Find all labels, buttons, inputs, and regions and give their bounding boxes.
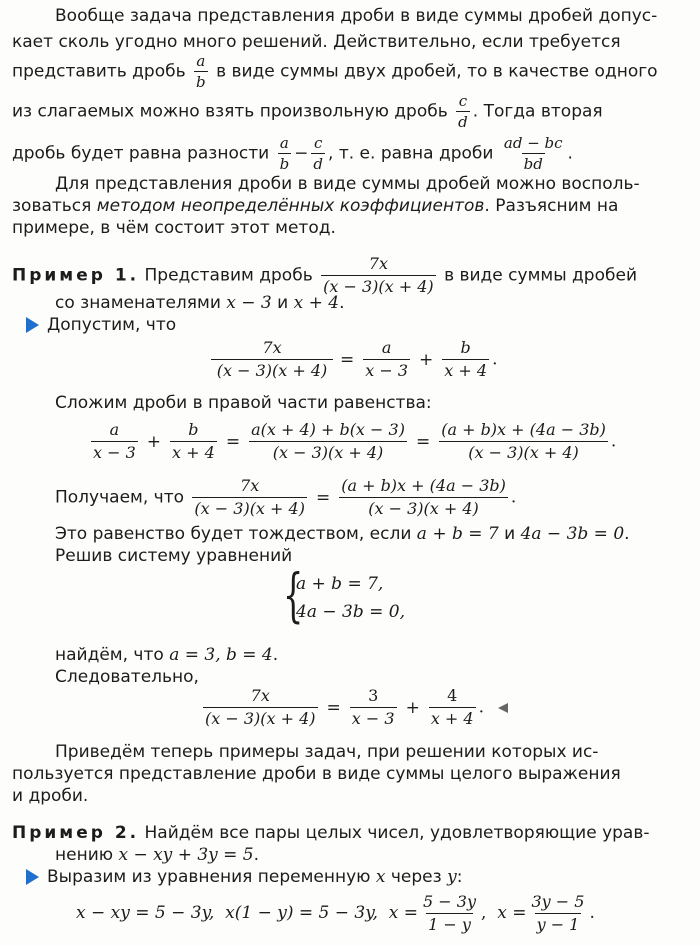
assume-line: Допустим, что (26, 313, 176, 337)
system-eq2: 4a − 3b = 0, (296, 602, 405, 622)
solution-marker-icon-2 (26, 869, 39, 885)
p3-line1: Приведём теперь примеры задач, при решении которых ис- (55, 742, 599, 762)
end-of-solution-icon (498, 703, 508, 713)
fraction-ad-bc-over-bd: $\frac{ad - bc}{bd}$ (503, 134, 563, 173)
system-brace: { (283, 561, 304, 629)
example1-line1: Пример 1. Представим дробь $\frac{7x}{(x - 3)(x + 4)}$ в виде суммы дробей (12, 254, 637, 296)
equation-final: $\frac{7x}{(x - 3)(x + 4)}$ = $\frac{3}{x - 3}$ + $\frac{4}{x + 4}$ . (200, 686, 508, 729)
p3-line3: и дроби. (12, 786, 89, 806)
p1-line5: дробь будет равна разности $\frac{a}{b}$ − $\frac{c}{d}$ , т. е. равна дроби $\frac{ad - bc}{bd}$ . (12, 134, 573, 173)
fraction-c-over-d: $\frac{c}{d}$ (458, 92, 468, 131)
method-term: методом неопределённых коэффициентов (96, 196, 485, 216)
example1-line2: со знаменателями x − 3 и x + 4. (55, 293, 345, 313)
equation-result: Получаем, что $\frac{7x}{(x - 3)(x + 4)}$ = $\frac{(a + b)x + (4a - 3b)}{(x - 3)(x + 4)}$ . (55, 476, 517, 518)
p2-line3: примере, в чём состоит этот метод. (12, 218, 336, 238)
example2-heading: Пример 2. (12, 823, 140, 843)
equation-sum: $\frac{a}{x - 3}$ + $\frac{b}{x + 4}$ = $\frac{a(x + 4) + b(x - 3)}{(x - 3)(x + 4)}$ = $\frac{(a + b)x + (4a - 3b)}{(x - 3)(x + 4)}$ . (93, 420, 617, 462)
fraction-c-over-d-2: $\frac{c}{d}$ (313, 134, 324, 173)
therefore-text: Следовательно, (55, 667, 199, 687)
solution-marker-icon (26, 317, 39, 333)
p2-line2: зоваться методом неопределённых коэффициентов. Разъясним на (12, 196, 619, 216)
p1-line2: кает сколь угодно много решений. Действительно, если требуется (12, 32, 621, 52)
p1-line1: Вообще задача представления дроби в виде суммы дробей допус- (55, 6, 658, 26)
found-line: найдём, что a = 3, b = 4. (55, 645, 279, 665)
solve-system-text: Решив систему уравнений (55, 546, 293, 566)
p1-line3: представить дробь $\frac{a}{b}$ в виде суммы двух дробей, то в качестве одного (12, 52, 658, 91)
example1-heading: Пример 1. (12, 265, 140, 286)
identity-line: Это равенство будет тождеством, если a + b = 7 и 4a − 3b = 0. (55, 524, 630, 544)
equation-express-x: x − xy = 5 − 3y, x(1 − y) = 5 − 3y, x = $\frac{5 - 3y}{1 - y}$ , x = $\frac{3y - 5}{y - 1}$ . (76, 892, 595, 934)
p3-line2: пользуется представление дроби в виде суммы целого выражения (12, 764, 621, 784)
fraction-a-over-b-2: $\frac{a}{b}$ (279, 134, 290, 173)
fraction-7x: $\frac{7x}{(x - 3)(x + 4)}$ (323, 254, 434, 296)
express-line: Выразим из уравнения переменную x через y: (26, 865, 462, 889)
example2-line1: Пример 2. Найдём все пары целых чисел, удовлетворяющие урав- (12, 823, 650, 843)
add-fractions-text: Сложим дроби в правой части равенства: (55, 393, 432, 413)
system-eq1: a + b = 7, (296, 574, 384, 594)
p2-line1: Для представления дроби в виде суммы дробей можно восполь- (55, 174, 640, 194)
fraction-a-over-b: $\frac{a}{b}$ (196, 52, 206, 91)
equation-assumption: $\frac{7x}{(x - 3)(x + 4)}$ = $\frac{a}{x - 3}$ + $\frac{b}{x + 4}$ . (210, 338, 497, 381)
example2-line2: нению x − xy + 3y = 5. (55, 845, 260, 865)
p1-line4: из слагаемых можно взять произвольную дробь $\frac{c}{d}$ . Тогда вторая (12, 92, 603, 131)
